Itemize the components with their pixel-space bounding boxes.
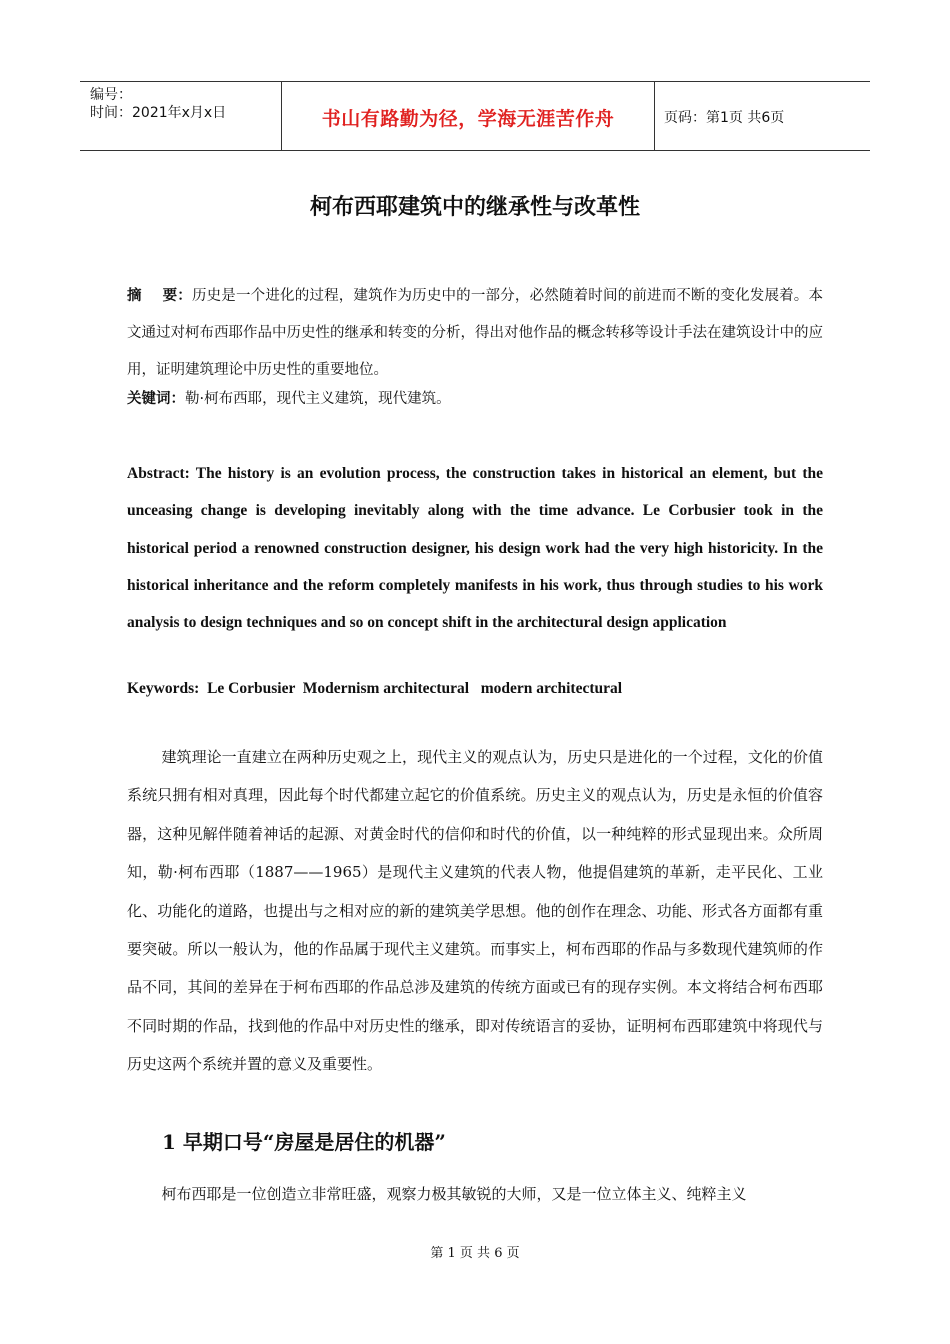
motto: 书山有路勤为径，学海无涯苦作舟 — [321, 108, 615, 130]
abstract-cn — [127, 277, 823, 389]
keywords-cn-text: 勒·柯布西耶，现代主义建筑，现代建筑。 — [185, 391, 451, 407]
keywords-cn — [127, 387, 823, 411]
abstract-en: Abstract: The history is an evolution process, the construction takes in historical an element, but the unceasing change is developing inevitably along with the time advance. Le Corbusier took in the historical period a renowned construction designer, his design work had the very high historicity. In the historical inheritance and the reform completely manifests in his work, thus through studies to his work analysis to design techniques and so on concept shift in the architectural design application — [127, 465, 823, 632]
intro-paragraph: 建筑理论一直建立在两种历史观之上，现代主义的观点认为，历史只是进化的一个过程，文化的价值系统只拥有相对真理，因此每个时代都建立起它的价值系统。历史主义的观点认为，历史是永恒的价值容器，这种见解伴随着神话的起源、对黄金时代的信仰和时代的价值，以一种纯粹的形式显现出来。众所周知，勒·柯布西耶（1887——1965）是现代主义建筑的代表人物，他提倡建筑的革新，走平民化、工业化、功能化的道路，也提出与之相对应的新的建筑美学思想。他的创作在理念、功能、形式各方面都有重要突破。所以一般认为，他的作品属于现代主义建筑。而事实上，柯布西耶的作品与多数现代建筑师的作品不同，其间的差异在于柯布西耶的作品总涉及建筑的传统方面或已有的现存实例。本文将结合柯布西耶不同时期的作品，找到他的作品中对历史性的继承，即对传统语言的妥协，证明柯布西耶建筑中将现代与历史这两个系统并置的意义及重要性。 — [127, 748, 823, 1074]
section-1-paragraph: 柯布西耶是一位创造立非常旺盛，观察力极其敏锐的大师，又是一位立体主义、纯粹主义 — [161, 1185, 747, 1203]
page-title: 柯布西耶建筑中的继承性与改革性 — [309, 195, 640, 220]
abstract-cn-label: 摘 要： — [127, 287, 192, 304]
header-table — [80, 81, 870, 151]
header-motto-cell — [281, 82, 655, 150]
section-1-heading: 1 早期口号“房屋是居住的机器” — [162, 1130, 446, 1154]
header-page-cell — [655, 82, 870, 150]
page-footer: 第 1 页 共 6 页 — [430, 1246, 520, 1261]
header-meta-cell — [80, 82, 280, 150]
keywords-en: Keywords: Le Corbusier Modernism architectural modern architectural — [127, 680, 623, 697]
keywords-cn-label: 关键词： — [127, 390, 185, 407]
time-label: 时间：2021年x月x日 — [90, 105, 227, 121]
abstract-cn-text: 历史是一个进化的过程，建筑作为历史中的一部分，必然随着时间的前进而不断的变化发展着。本文通过对柯布西耶作品中历史性的继承和转变的分析，得出对他作品的概念转移等设计手法在建筑设计中的应用，证明建筑理论中历史性的重要地位。 — [127, 288, 823, 378]
serial-label: 编号： — [90, 87, 132, 103]
page-label: 页码：第1页 共6页 — [664, 110, 785, 126]
